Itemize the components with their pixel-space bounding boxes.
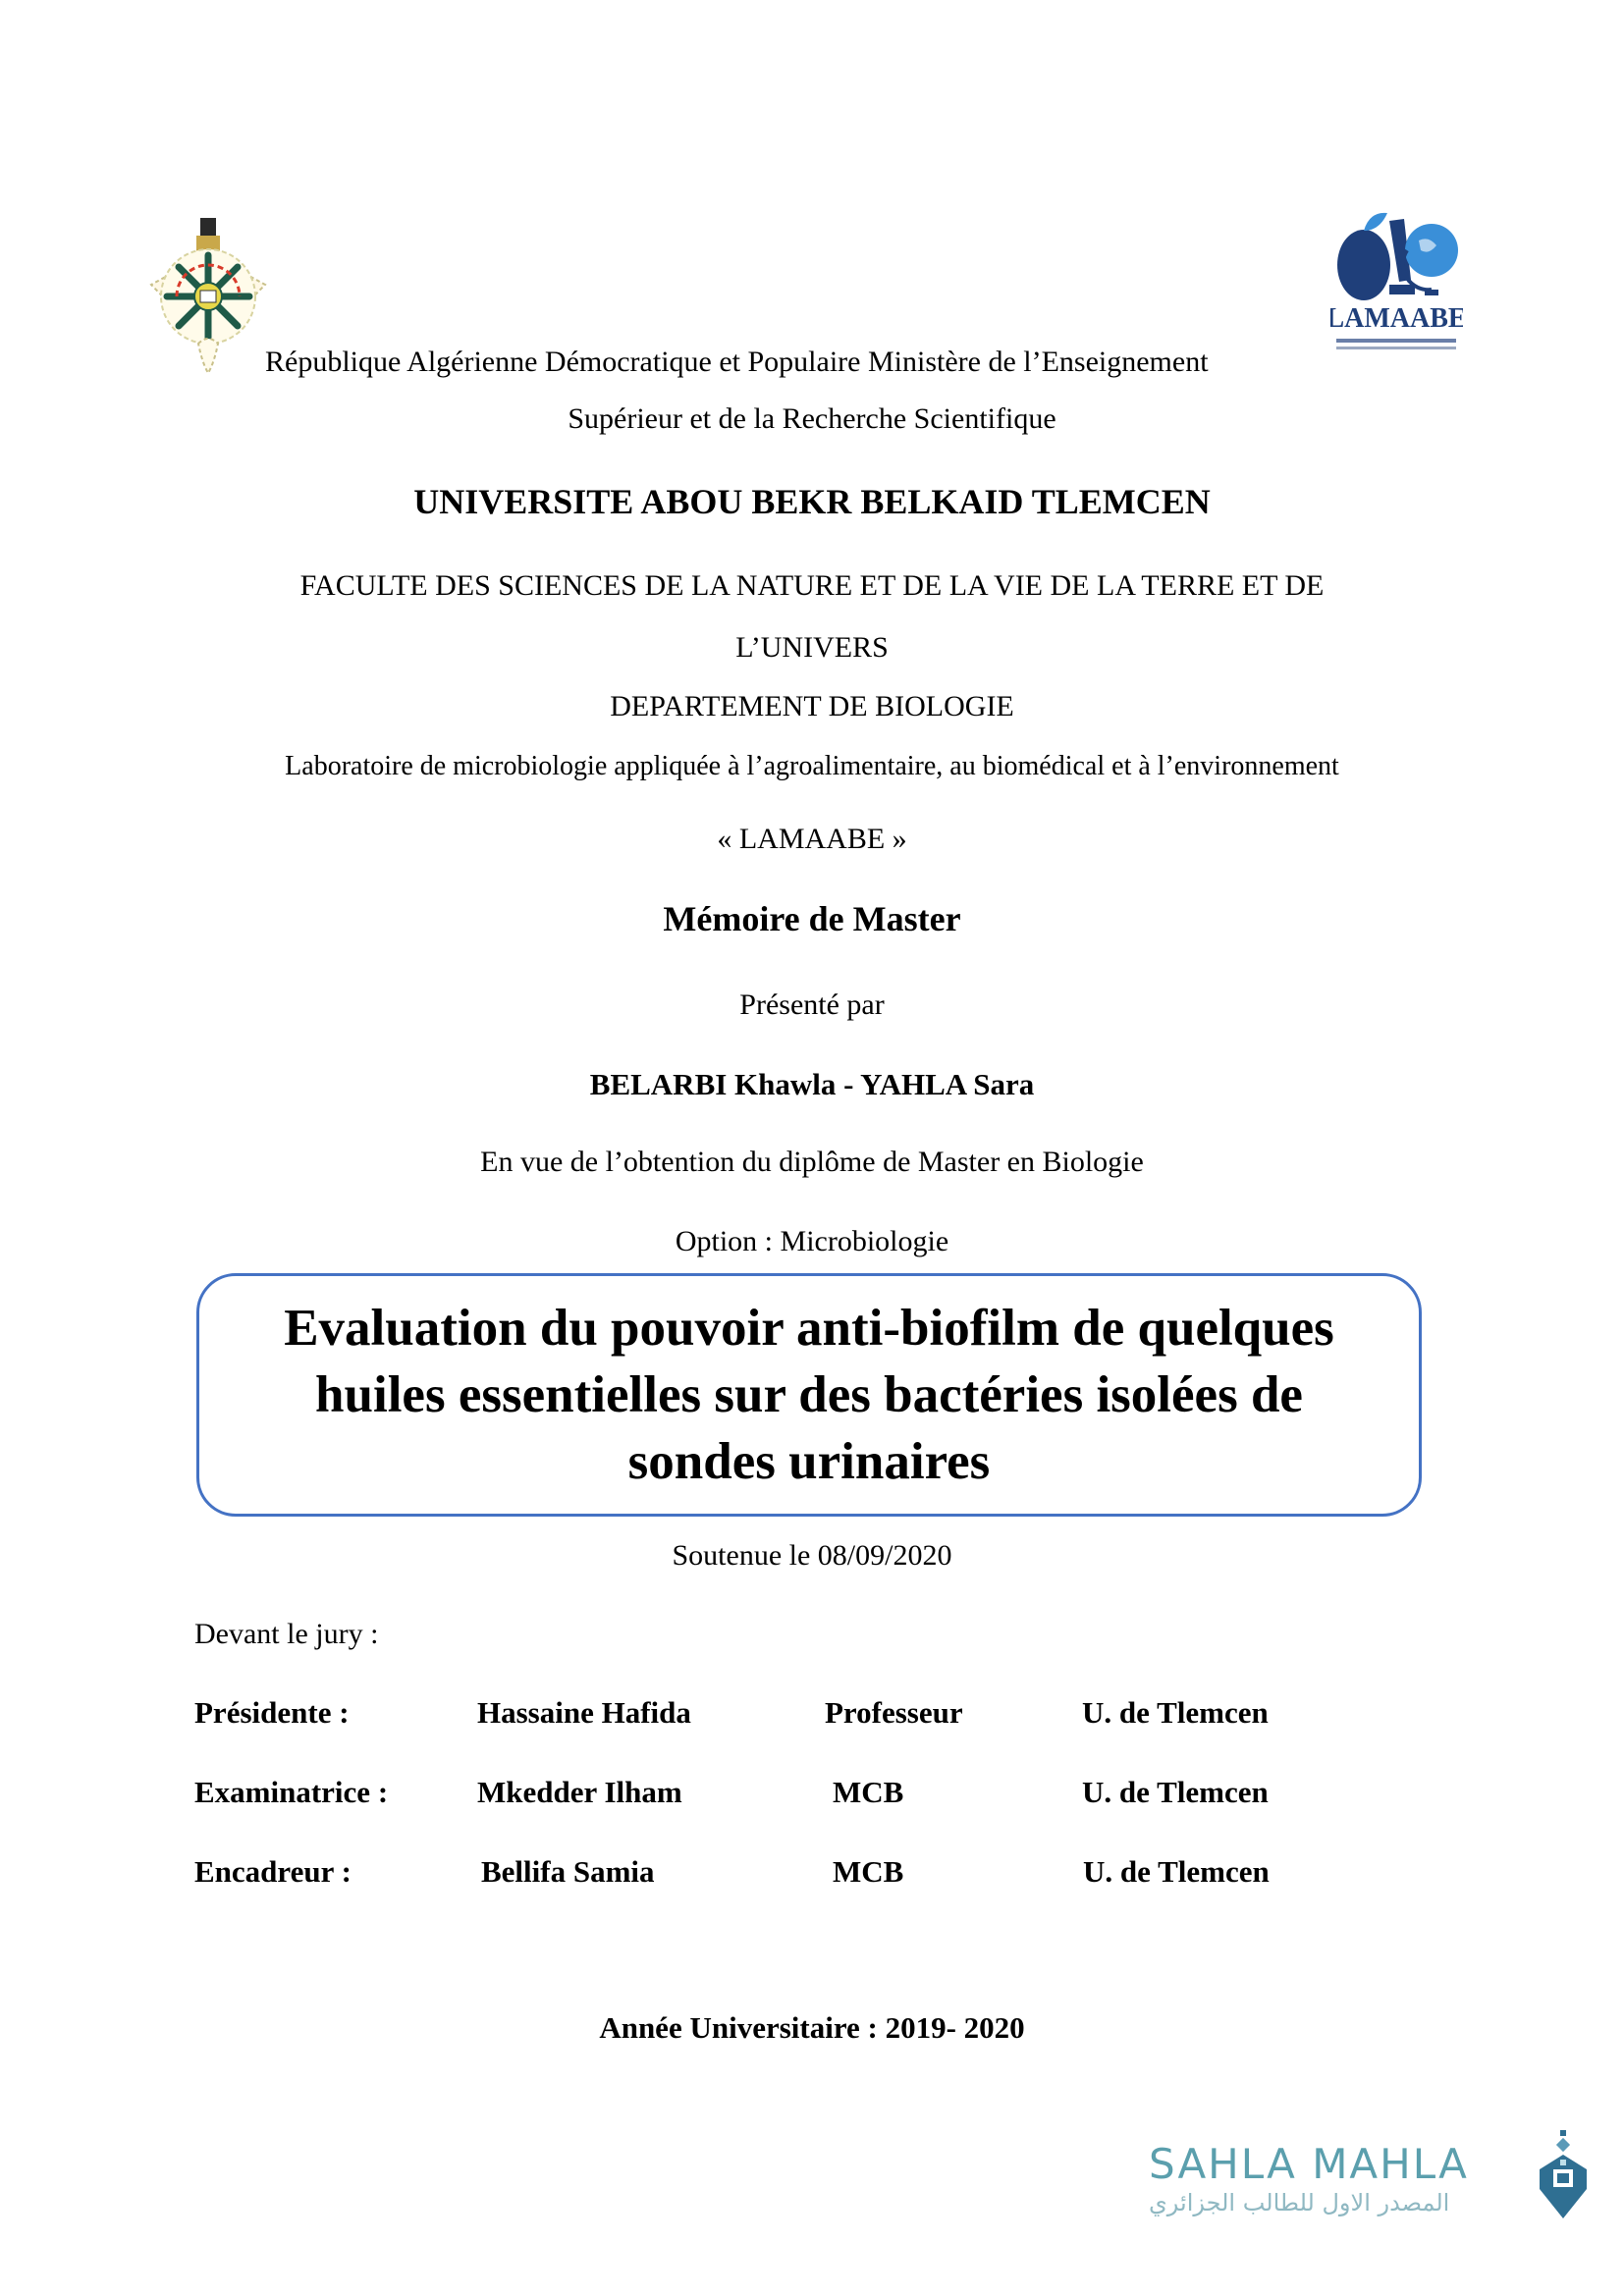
jury-label: Devant le jury : (194, 1618, 379, 1650)
jury-affiliation: U. de Tlemcen (1083, 1854, 1270, 1889)
jury-name: Hassaine Hafida (477, 1695, 691, 1730)
lab-acronym: « LAMAABE » (717, 823, 907, 855)
jury-affiliation: U. de Tlemcen (1082, 1775, 1269, 1809)
jury-grade: MCB (833, 1775, 904, 1809)
jury-role: Présidente : (194, 1695, 350, 1730)
academic-year: Année Universitaire : 2019- 2020 (599, 2010, 1025, 2045)
jury-row-supervisor (194, 1854, 1471, 1894)
thesis-title-line-3: sondes urinaires (627, 1433, 991, 1490)
thesis-title-box (196, 1273, 1422, 1517)
lamaabe-logo-icon (1330, 191, 1463, 368)
degree-line: En vue de l’obtention du diplôme de Master en Biologie (480, 1146, 1144, 1178)
presented-by-label: Présenté par (739, 988, 885, 1021)
jury-role: Examinatrice : (194, 1775, 389, 1809)
thesis-title-line-2: huiles essentielles sur des bactéries isolées de (315, 1366, 1303, 1423)
jury-name: Mkedder Ilham (477, 1775, 682, 1809)
thesis-type: Mémoire de Master (663, 899, 961, 938)
jury-grade: Professeur (825, 1695, 963, 1730)
jury-row-examiner (194, 1775, 1471, 1814)
thesis-title-line-1: Evaluation du pouvoir anti-biofilm de quelques (284, 1300, 1334, 1357)
university-name: UNIVERSITE ABOU BEKR BELKAID TLEMCEN (413, 482, 1211, 521)
ministry-line-1: République Algérienne Démocratique et Populaire Ministère de l’Enseignement (265, 346, 1209, 378)
laboratory-name: Laboratoire de microbiologie appliquée à l’agroalimentaire, au biomédical et à l’environnement (285, 751, 1339, 781)
defense-date: Soutenue le 08/09/2020 (672, 1539, 952, 1572)
sahla-mahla-watermark (1139, 2140, 1600, 2238)
jury-affiliation: U. de Tlemcen (1082, 1695, 1269, 1730)
jury-role: Encadreur : (194, 1854, 352, 1889)
jury-row-president (194, 1695, 1471, 1735)
authors: BELARBI Khawla - YAHLA Sara (589, 1067, 1035, 1101)
option-line: Option : Microbiologie (675, 1225, 949, 1257)
sahla-mahla-emblem-icon (1530, 2130, 1598, 2228)
university-crest-icon (137, 216, 280, 378)
thesis-title (284, 1295, 1334, 1495)
ministry-line-2: Supérieur et de la Recherche Scientifique (568, 402, 1056, 435)
watermark-arabic-text: المصدر الاول للطالب الجزائري (1149, 2189, 1450, 2216)
jury-name: Bellifa Samia (481, 1854, 655, 1889)
jury-grade: MCB (833, 1854, 904, 1889)
faculty-line-2: L’UNIVERS (735, 631, 889, 664)
watermark-text: SAHLA MAHLA (1149, 2140, 1469, 2188)
faculty-line-1: FACULTE DES SCIENCES DE LA NATURE ET DE LA VIE DE LA TERRE ET DE (299, 569, 1325, 602)
department-name: DEPARTEMENT DE BIOLOGIE (610, 690, 1014, 722)
lab-logo-text: LAMAABE (1330, 303, 1463, 334)
